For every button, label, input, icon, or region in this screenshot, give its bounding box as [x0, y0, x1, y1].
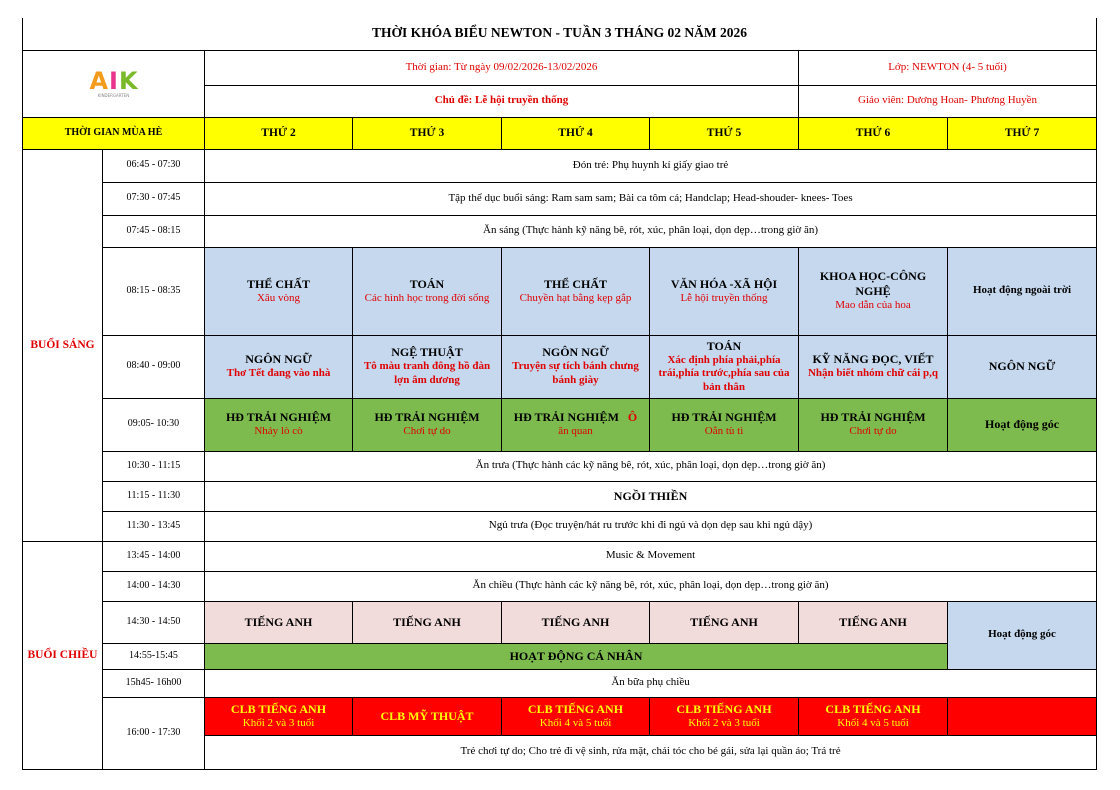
header-day: THỨ 5: [650, 117, 799, 149]
time-slot: 06:45 - 07:30: [103, 149, 205, 182]
header-time: THỜI GIAN MÙA HÈ: [23, 117, 205, 149]
lesson-cell: [650, 398, 799, 451]
time-slot: 07:30 - 07:45: [103, 182, 205, 215]
header-row: [23, 117, 1097, 149]
activity-all-days: Ăn bữa phụ chiều: [205, 669, 1097, 697]
lesson-cell: [799, 398, 948, 451]
page-title: THỜI KHÓA BIỂU NEWTON - TUẦN 3 THÁNG 02 NĂM 2026: [23, 18, 1097, 50]
club-group: Khối 4 và 5 tuổi: [837, 716, 909, 729]
club-name: CLB MỸ THUẬT: [380, 708, 474, 723]
lesson-subject: HĐ TRẢI NGHIỆM: [374, 410, 480, 425]
table-row: [23, 571, 1097, 601]
lesson-activity: Chơi tự do: [849, 425, 897, 438]
lesson-activity: Xác định phía phải,phía trái,phía trước,phía sau của bản thân: [658, 354, 790, 393]
club-cell: [205, 697, 353, 735]
class-name: Lớp: NEWTON (4- 5 tuổi): [799, 50, 1097, 85]
activity-all-days: Đón trẻ: Phụ huynh kí giấy giao trẻ: [205, 149, 1097, 182]
club-name: CLB TIẾNG ANH: [825, 701, 921, 716]
activity-all-days: Ăn sáng (Thực hành kỹ năng bê, rót, xúc, phân loại, dọn dẹp…trong giờ ăn): [205, 215, 1097, 247]
table-row: [23, 398, 1097, 451]
lesson-subject: NGÔN NGỮ: [988, 359, 1056, 373]
header-day: THỨ 7: [948, 117, 1097, 149]
lesson-subject: NGÔN NGỮ: [245, 352, 312, 367]
lesson-cell: [948, 398, 1097, 451]
lesson-cell: TIẾNG ANH: [205, 601, 353, 643]
header-day: THỨ 3: [353, 117, 502, 149]
header-day: THỨ 4: [502, 117, 650, 149]
lesson-subject: NGỆ THUẬT: [391, 345, 463, 360]
time-slot: 14:30 - 14:50: [103, 601, 205, 643]
lesson-cell: TIẾNG ANH: [799, 601, 948, 643]
activity-all-days: Music & Movement: [205, 541, 1097, 571]
club-cell: [502, 697, 650, 735]
club-group: Khối 4 và 5 tuổi: [539, 716, 612, 729]
lesson-subject: TOÁN: [409, 276, 445, 291]
activity-all-days: Tập thể dục buổi sáng: Ram sam sam; Bài ca tôm cá; Handclap; Head-shouder- knees- Toes: [205, 182, 1097, 215]
lesson-activity: Chuyền hạt bằng kẹp gắp: [519, 291, 632, 304]
logo-cell: [23, 50, 205, 117]
time-slot: 11:15 - 11:30: [103, 481, 205, 511]
time-slot: 10:30 - 11:15: [103, 451, 205, 481]
lesson-cell: [650, 335, 799, 398]
lesson-cell: Hoạt động góc: [948, 601, 1097, 669]
table-row: [23, 697, 1097, 735]
lesson-subject: HĐ TRẢI NGHIỆM: [513, 410, 619, 425]
club-cell: [650, 697, 799, 735]
activity-all-days: Ăn chiều (Thực hành các kỹ năng bê, rót, xúc, phân loại, dọn dẹp…trong giờ ăn): [205, 571, 1097, 601]
lesson-cell: [948, 335, 1097, 398]
table-row: [23, 541, 1097, 571]
lesson-subject: TOÁN: [706, 339, 742, 354]
club-cell: [948, 697, 1097, 735]
lesson-subject: HĐ TRẢI NGHIỆM: [225, 410, 332, 425]
time-slot: 16:00 - 17:30: [103, 697, 205, 769]
time-slot: 09:05- 10:30: [103, 398, 205, 451]
lesson-activity: ăn quan: [558, 425, 593, 438]
activity-all-days: Ngủ trưa (Đọc truyện/hát ru trước khi đi ngủ và dọn dẹp sau khi ngủ dậy): [205, 511, 1097, 541]
lesson-cell: TIẾNG ANH: [650, 601, 799, 643]
lesson-activity: Thơ Tết đang vào nhà: [226, 367, 331, 380]
time-slot: 13:45 - 14:00: [103, 541, 205, 571]
activity-weekdays: HOẠT ĐỘNG CÁ NHÂN: [205, 643, 948, 669]
lesson-subject: NGÔN NGỮ: [542, 345, 609, 360]
lesson-activity: Chơi tự do: [403, 425, 451, 438]
club-cell: [353, 697, 502, 735]
lesson-cell: [205, 398, 353, 451]
lesson-activity: Truyện sự tích bánh chưng bánh giày: [512, 360, 639, 386]
activity-all-days: Ăn trưa (Thực hành các kỹ năng bê, rót, xúc, phân loại, dọn dẹp…trong giờ ăn): [205, 451, 1097, 481]
time-slot: 14:55-15:45: [103, 643, 205, 669]
club-name: CLB TIẾNG ANH: [230, 701, 327, 716]
table-row: [23, 643, 1097, 669]
lesson-subject: KHOA HỌC-CÔNG NGHỆ: [819, 269, 927, 299]
table-row: [23, 182, 1097, 215]
theme: Chủ đề: Lễ hội truyền thống: [205, 85, 799, 117]
lesson-cell: [799, 335, 948, 398]
session-morning: BUỔI SÁNG: [23, 149, 103, 541]
lesson-cell: [948, 247, 1097, 335]
time-slot: 14:00 - 14:30: [103, 571, 205, 601]
lesson-cell: [205, 247, 353, 335]
lesson-cell: [353, 398, 502, 451]
lesson-activity: Mao dẫn của hoa: [835, 299, 911, 312]
lesson-subject: VĂN HÓA -XÃ HỘI: [670, 276, 778, 291]
club-cell: [799, 697, 948, 735]
lesson-activity-part: Ô: [627, 410, 638, 425]
lesson-cell: [502, 247, 650, 335]
lesson-activity: Lễ hội truyền thống: [680, 291, 768, 304]
lesson-subject: Hoạt động góc: [985, 417, 1060, 431]
lesson-cell: TIẾNG ANH: [502, 601, 650, 643]
header-day: THỨ 2: [205, 117, 353, 149]
lesson-cell: [650, 247, 799, 335]
table-row: [23, 149, 1097, 182]
table-row: [23, 247, 1097, 335]
lesson-cell: [353, 335, 502, 398]
table-row: [23, 601, 1097, 643]
timetable-sheet: [22, 18, 1097, 770]
lesson-cell: [502, 398, 650, 451]
table-row: [23, 481, 1097, 511]
club-group: Khối 2 và 3 tuổi: [688, 716, 760, 729]
lesson-subject: KỸ NĂNG ĐỌC, VIẾT: [812, 352, 934, 367]
lesson-activity: Xâu vòng: [256, 291, 301, 304]
session-afternoon: BUỔI CHIỀU: [23, 541, 103, 769]
lesson-activity: Nhận biết nhóm chữ cái p,q: [807, 367, 939, 380]
lesson-cell: [502, 335, 650, 398]
time-slot: 08:15 - 08:35: [103, 247, 205, 335]
header-day: THỨ 6: [799, 117, 948, 149]
time-slot: 11:30 - 13:45: [103, 511, 205, 541]
time-slot: 15h45- 16h00: [103, 669, 205, 697]
club-name: CLB TIẾNG ANH: [527, 701, 624, 716]
lesson-cell: TIẾNG ANH: [353, 601, 502, 643]
date-range: Thời gian: Từ ngày 09/02/2026-13/02/2026: [205, 50, 799, 85]
activity-all-days: NGỒI THIỀN: [205, 481, 1097, 511]
table-row: [23, 511, 1097, 541]
table-row: [23, 451, 1097, 481]
lesson-activity: Tô màu tranh đông hồ đàn lợn âm dương: [363, 360, 491, 386]
lesson-activity: Các hình học trong đời sống: [364, 291, 490, 304]
lesson-subject: HĐ TRẢI NGHIỆM: [671, 410, 777, 425]
lesson-cell: [205, 335, 353, 398]
table-row: [23, 669, 1097, 697]
lesson-cell: [799, 247, 948, 335]
lesson-subject: Hoạt động ngoài trời: [972, 284, 1072, 297]
club-group: Khối 2 và 3 tuổi: [242, 716, 315, 729]
time-slot: 07:45 - 08:15: [103, 215, 205, 247]
lesson-subject: HĐ TRẢI NGHIỆM: [820, 410, 926, 425]
teacher-name: Giáo viên: Dương Hoan- Phương Huyền: [799, 85, 1097, 117]
school-logo: A I K KINDERGARTEN: [89, 67, 138, 98]
timetable: [22, 18, 1097, 770]
lesson-subject: THỂ CHẤT: [246, 276, 310, 291]
lesson-subject: THỂ CHẤT: [543, 276, 607, 291]
lesson-activity: Nhảy lò cò: [254, 425, 303, 438]
lesson-activity: Oẳn tù tì: [704, 425, 744, 438]
lesson-cell: [353, 247, 502, 335]
table-row: [23, 215, 1097, 247]
club-name: CLB TIẾNG ANH: [676, 701, 772, 716]
time-slot: 08:40 - 09:00: [103, 335, 205, 398]
activity-all-days: Trẻ chơi tự do; Cho trẻ đi vệ sinh, rửa mặt, chải tóc cho bé gái, sửa lại quần áo; Trả trẻ: [205, 735, 1097, 769]
table-row: [23, 335, 1097, 398]
